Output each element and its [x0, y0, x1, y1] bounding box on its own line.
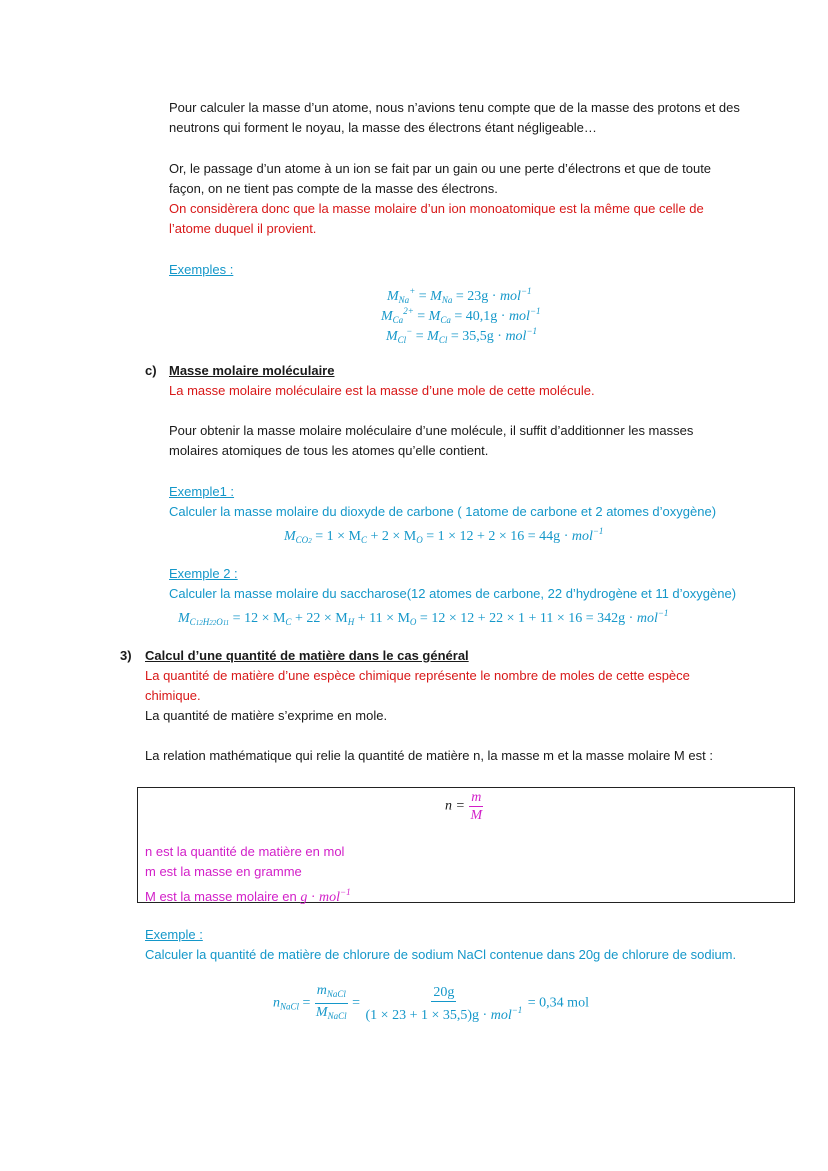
- ion-rule-line-1: On considèrera donc que la masse molaire d’un ion monoatomique est la même que celle de: [169, 201, 704, 216]
- final-example-formula: $n_{NaCl}$ = $\frac{m_{NaCl}}{M_{NaCl}}$ = $\frac{20g}{(1 \times 23 + 1 \times 35,5)g \cdot mol^{-1}}$ = 0,34 mol: [273, 982, 589, 1025]
- example1-formula: $M_{CO2} = 1 \times M_C + 2 \times M_O = 1 \times 12 + 2 \times 16 = 44g \cdot mol^{-1}$: [284, 526, 604, 545]
- section-c-explain-1: Pour obtenir la masse molaire moléculaire d’une molécule, il suffit d’additionner les masses: [169, 423, 694, 438]
- formula-ca: $M_{Ca}^{2+} = M_{Ca} = 40,1g \cdot mol^{-1}$: [381, 306, 541, 325]
- fraction-m-over-M: $\frac{m_{NaCl}}{M_{NaCl}}$: [315, 983, 347, 1021]
- section-3-red-2: chimique.: [145, 688, 201, 703]
- formula-cl: $M_{Cl}^- = M_{Cl} = 35,5g \cdot mol^{-1}$: [386, 326, 538, 345]
- example1-text: Calculer la masse molaire du dioxyde de carbone ( 1atome de carbone et 2 atomes d’oxygène): [169, 504, 717, 519]
- examples-label: Exemples :: [169, 262, 234, 277]
- example1-label: Exemple1 :: [169, 484, 235, 499]
- section-c-title: Masse molaire moléculaire: [169, 363, 335, 378]
- example2-formula: $M_{C12H22O11} = 12 \times M_C + 22 \times M_H + 11 \times M_O = 12 \times 12 + 22 \times 1 + 11 \times 16 = 342g \cdot mol^{-1}$: [178, 608, 669, 627]
- example2-label: Exemple 2 :: [169, 566, 238, 581]
- formula-fraction: $\frac{m}{M}$: [470, 790, 483, 823]
- section-3-red-1: La quantité de matière d’une espèce chimique représente le nombre de moles de cette espèce: [145, 668, 690, 683]
- section-3-relation: La relation mathématique qui relie la quantité de matière n, la masse m et la masse molaire M est :: [145, 748, 713, 763]
- example2-text: Calculer la masse molaire du saccharose(12 atomes de carbone, 22 d’hydrogène et 11 d’oxygène): [169, 586, 737, 601]
- intro-line-1: Pour calculer la masse d’un atome, nous n’avions tenu compte que de la masse des protons et des: [169, 100, 740, 115]
- section-3-unit: La quantité de matière s’exprime en mole.: [145, 708, 388, 723]
- formula-na: $M_{Na}^+ = M_{Na} = 23g \cdot mol^{-1}$: [387, 286, 532, 305]
- section-3-title: Calcul d’une quantité de matière dans le cas général: [145, 648, 469, 663]
- section-c-definition: La masse molaire moléculaire est la masse d’une mole de cette molécule.: [169, 383, 595, 398]
- section-3-marker: 3): [120, 648, 132, 663]
- definition-M: M est la masse molaire en g · mol$^{-1}$: [145, 887, 351, 905]
- definition-n: n est la quantité de matière en mol: [145, 844, 345, 859]
- ion-line-1: Or, le passage d’un atome à un ion se fait par un gain ou une perte d’électrons et que de toute: [169, 161, 712, 176]
- section-c-explain-2: molaires atomiques de tous les atomes qu’elle contient.: [169, 443, 489, 458]
- definition-m: m est la masse en gramme: [145, 864, 302, 879]
- intro-line-2: neutrons qui forment le noyau, la masse des électrons étant négligeable…: [169, 120, 597, 135]
- final-example-text: Calculer la quantité de matière de chlorure de sodium NaCl contenue dans 20g de chlorure de sodium.: [145, 947, 737, 962]
- final-example-label: Exemple :: [145, 927, 203, 942]
- ion-line-2: façon, on ne tient pas compte de la masse des électrons.: [169, 181, 498, 196]
- formula-n-m-over-M: n = $\frac{m}{M}$: [445, 790, 483, 823]
- section-c-marker: c): [145, 363, 157, 378]
- fraction-numeric: $\frac{20g}{(1 \times 23 + 1 \times 35,5)g \cdot mol^{-1}}$: [365, 984, 523, 1023]
- ion-rule-line-2: l’atome duquel il provient.: [169, 221, 317, 236]
